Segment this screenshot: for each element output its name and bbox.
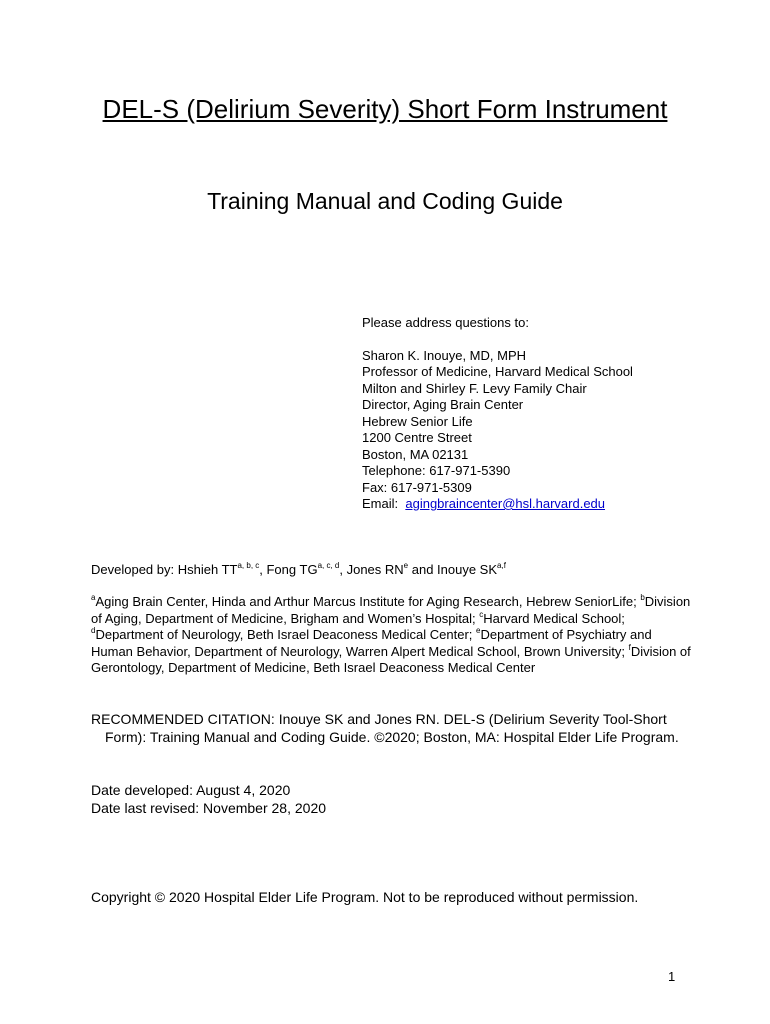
contact-intro: Please address questions to:: [362, 315, 529, 330]
developed-by: Developed by: Hshieh TT$^{a, b, c}$, Fong TG$^{a, c, d}$, Jones $RN^e$ and Inouye SK$^{a,f}$: [91, 561, 506, 577]
contact-telephone: Telephone: 617-971-5390: [362, 463, 511, 478]
document-title: DEL-S (Delirium Severity) Short Form Instrument: [102, 94, 668, 124]
recommended-citation: RECOMMENDED CITATION: Inouye SK and Jones RN. DEL-S (Delirium Severity Tool-Short Form): Training Manual and Coding Guide. ©2020; Boston, MA: Hospital Elder Life Program.: [91, 711, 679, 745]
contact-street: 1200 Centre Street: [362, 430, 472, 445]
affiliations: $^a$Aging Brain Center, Hinda and Arthur Marcus Institute for Aging Research, Hebrew SeniorLife; $^b$Division of Aging, Department of Medicine, Brigham and Women’s Hospital; $^c$Harvard Medical School; $^d$Department of Neurology, Beth Israel Deaconess Medical Center; $^e$Department of Psychiatry and Human Behavior, Department of Neurology, Warren Alpert Medical School, Brown University; $^f$Division of Gerontology, Department of Medicine, Beth Israel Deaconess Medical Center: [91, 593, 691, 675]
contact-block: [362, 315, 633, 513]
dates-block: [91, 781, 691, 817]
document-subtitle: Training Manual and Coding Guide: [207, 188, 563, 214]
date-revised: Date last revised: November 28, 2020: [91, 800, 327, 816]
email-link[interactable]: agingbraincenter@hsl.harvard.edu: [405, 496, 606, 511]
copyright-notice: Copyright © 2020 Hospital Elder Life Program. Not to be reproduced without permission.: [91, 889, 639, 905]
contact-chair: Milton and Shirley F. Levy Family Chair: [362, 380, 587, 396]
date-developed: Date developed: August 4, 2020: [91, 782, 291, 798]
page-number: 1: [668, 969, 676, 984]
contact-director: Director, Aging Brain Center: [362, 397, 524, 412]
contact-city: Boston, MA 02131: [362, 446, 469, 462]
email-label: Email:: [362, 496, 399, 511]
contact-title: Professor of Medicine, Harvard Medical School: [362, 364, 633, 379]
contact-name: Sharon K. Inouye, MD, MPH: [362, 347, 527, 363]
contact-fax: Fax: 617-971-5309: [362, 479, 472, 495]
contact-organization: Hebrew Senior Life: [362, 413, 473, 429]
contact-email-line: [362, 496, 633, 513]
